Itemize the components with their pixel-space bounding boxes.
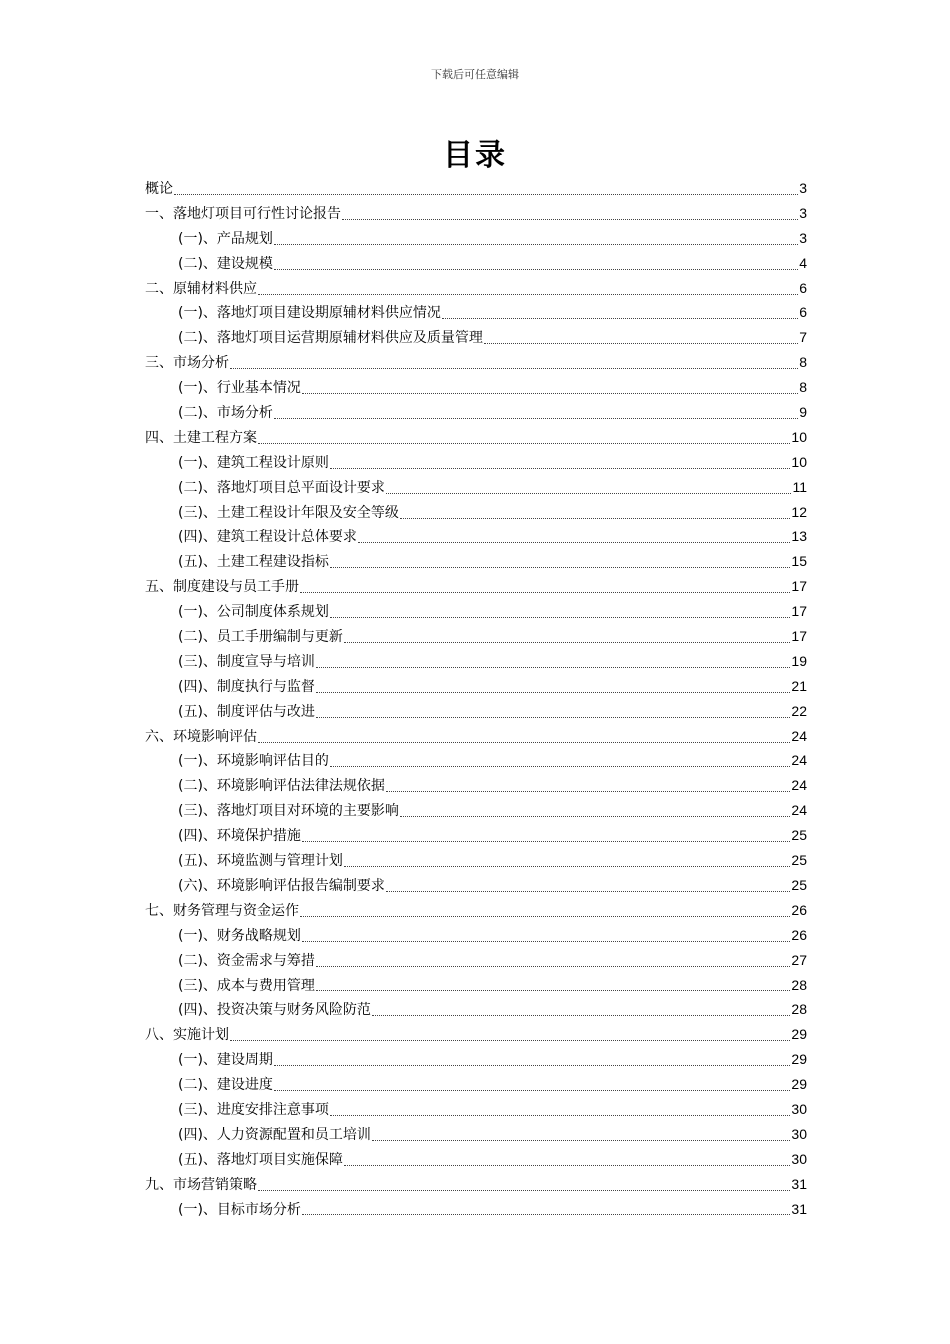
toc-entry-page-number: 17 <box>791 578 807 595</box>
toc-entry[interactable] <box>145 1022 807 1047</box>
toc-entry-page-number: 8 <box>799 379 807 396</box>
toc-entry-page-number: 28 <box>791 1001 807 1018</box>
toc-entry-title: (三)、制度宣导与培训 <box>178 653 315 670</box>
toc-dot-leader <box>174 184 798 195</box>
toc-dot-leader <box>344 856 790 867</box>
toc-dot-leader <box>386 781 790 792</box>
toc-entry-title: (四)、投资决策与财务风险防范 <box>178 1002 371 1019</box>
toc-entry-page-number: 28 <box>791 976 807 993</box>
toc-entry-page-number: 13 <box>791 528 807 545</box>
toc-entry-title: 五、制度建设与员工手册 <box>145 579 299 596</box>
toc-entry[interactable] <box>145 798 807 823</box>
toc-entry[interactable] <box>145 1122 807 1147</box>
toc-entry-title: (二)、资金需求与筹措 <box>178 952 315 969</box>
toc-entry[interactable] <box>145 973 807 998</box>
toc-entry-title: (二)、环境影响评估法律法规依据 <box>178 778 385 795</box>
toc-dot-leader <box>300 582 790 593</box>
header-note: 下载后可任意编辑 <box>431 68 519 81</box>
toc-entry-page-number: 24 <box>791 752 807 769</box>
toc-entry[interactable] <box>145 1097 807 1122</box>
toc-entry-title: (五)、落地灯项目实施保障 <box>178 1151 343 1168</box>
toc-entry-page-number: 8 <box>799 354 807 371</box>
toc-dot-leader <box>300 906 790 917</box>
toc-entry-page-number: 29 <box>791 1076 807 1093</box>
toc-entry[interactable] <box>145 500 807 525</box>
toc-entry-title: 概论 <box>145 181 173 197</box>
toc-entry[interactable] <box>145 873 807 898</box>
toc-entry-title: (四)、人力资源配置和员工培训 <box>178 1126 371 1143</box>
toc-dot-leader <box>330 557 790 568</box>
toc-entry[interactable] <box>145 450 807 475</box>
toc-dot-leader <box>302 931 790 942</box>
toc-entry-page-number: 25 <box>791 827 807 844</box>
toc-dot-leader <box>386 483 792 494</box>
toc-entry-page-number: 19 <box>791 652 807 669</box>
toc-dot-leader <box>386 881 790 892</box>
toc-entry[interactable] <box>145 276 807 301</box>
toc-entry[interactable] <box>145 251 807 276</box>
toc-entry-title: (一)、产品规划 <box>178 230 273 247</box>
toc-entry-page-number: 21 <box>791 677 807 694</box>
toc-entry-page-number: 17 <box>791 628 807 645</box>
toc-dot-leader <box>358 532 790 543</box>
toc-entry-title: (二)、建设进度 <box>178 1077 273 1094</box>
toc-entry-title: (二)、落地灯项目运营期原辅材料供应及质量管理 <box>178 330 483 347</box>
toc-entry[interactable] <box>145 599 807 624</box>
toc-entry-page-number: 22 <box>791 702 807 719</box>
toc-entry-page-number: 31 <box>791 1175 807 1192</box>
toc-dot-leader <box>258 732 790 743</box>
toc-entry-page-number: 3 <box>799 229 807 246</box>
toc-entry-title: 三、市场分析 <box>145 355 229 372</box>
toc-entry-page-number: 6 <box>799 304 807 321</box>
toc-entry-title: (三)、土建工程设计年限及安全等级 <box>178 504 399 521</box>
toc-entry-title: (一)、行业基本情况 <box>178 380 301 397</box>
toc-entry-title: (一)、环境影响评估目的 <box>178 753 329 770</box>
toc-dot-leader <box>316 657 790 668</box>
toc-entry-page-number: 24 <box>791 727 807 744</box>
toc-entry[interactable] <box>145 674 807 699</box>
toc-entry-title: (三)、成本与费用管理 <box>178 977 315 994</box>
toc-entry-title: (五)、制度评估与改进 <box>178 703 315 720</box>
toc-entry-title: (一)、建设周期 <box>178 1052 273 1069</box>
toc-dot-leader <box>442 308 798 319</box>
toc-entry[interactable] <box>145 176 807 201</box>
toc-entry-page-number: 29 <box>791 1051 807 1068</box>
toc-entry-title: 七、财务管理与资金运作 <box>145 902 299 919</box>
toc-entry-title: (六)、环境影响评估报告编制要求 <box>178 877 385 894</box>
toc-entry[interactable] <box>145 898 807 923</box>
toc-entry-page-number: 29 <box>791 1026 807 1043</box>
toc-dot-leader <box>274 1080 790 1091</box>
toc-entry-page-number: 15 <box>791 553 807 570</box>
toc-entry[interactable] <box>145 300 807 325</box>
toc-dot-leader <box>230 358 798 369</box>
toc-entry[interactable] <box>145 724 807 749</box>
toc-dot-leader <box>316 682 790 693</box>
toc-entry-title: (三)、进度安排注意事项 <box>178 1101 329 1118</box>
toc-entry-title: (一)、财务战略规划 <box>178 927 301 944</box>
toc-entry-page-number: 9 <box>799 404 807 421</box>
toc-entry-title: (一)、建筑工程设计原则 <box>178 454 329 471</box>
toc-entry-title: 一、落地灯项目可行性讨论报告 <box>145 205 341 222</box>
toc-entry-page-number: 30 <box>791 1125 807 1142</box>
toc-entry[interactable] <box>145 1072 807 1097</box>
toc-entry-page-number: 30 <box>791 1100 807 1117</box>
toc-entry[interactable] <box>145 649 807 674</box>
toc-entry[interactable] <box>145 823 807 848</box>
toc-dot-leader <box>344 1155 790 1166</box>
toc-entry[interactable] <box>145 549 807 574</box>
toc-entry-page-number: 11 <box>792 478 807 495</box>
toc-entry-page-number: 31 <box>791 1200 807 1217</box>
toc-entry-title: 九、市场营销策略 <box>145 1176 257 1193</box>
toc-entry-page-number: 25 <box>791 852 807 869</box>
toc-dot-leader <box>400 806 790 817</box>
toc-entry-title: 八、实施计划 <box>145 1027 229 1044</box>
toc-dot-leader <box>372 1130 790 1141</box>
toc-entry[interactable] <box>145 574 807 599</box>
toc-entry[interactable] <box>145 475 807 500</box>
toc-entry-page-number: 7 <box>799 329 807 346</box>
toc-entry-title: (四)、环境保护措施 <box>178 828 301 845</box>
toc-entry[interactable] <box>145 350 807 375</box>
toc-dot-leader <box>302 383 798 394</box>
toc-dot-leader <box>258 284 798 295</box>
toc-entry-title: (二)、员工手册编制与更新 <box>178 629 343 646</box>
toc-entry-page-number: 24 <box>791 777 807 794</box>
toc-entry[interactable] <box>145 1197 807 1222</box>
toc-entry-title: (二)、建设规模 <box>178 255 273 272</box>
toc-entry[interactable] <box>145 923 807 948</box>
toc-entry-title: (二)、落地灯项目总平面设计要求 <box>178 479 385 496</box>
toc-entry[interactable] <box>145 1047 807 1072</box>
toc-dot-leader <box>400 508 790 519</box>
toc-entry[interactable] <box>145 624 807 649</box>
toc-dot-leader <box>274 234 798 245</box>
toc-entry-title: 二、原辅材料供应 <box>145 280 257 297</box>
toc-entry[interactable] <box>145 997 807 1022</box>
toc-entry-page-number: 6 <box>799 279 807 296</box>
toc-entry[interactable] <box>145 226 807 251</box>
toc-entry-title: (一)、目标市场分析 <box>178 1201 301 1218</box>
toc-entry[interactable] <box>145 375 807 400</box>
toc-entry-page-number: 25 <box>791 876 807 893</box>
toc-entry-page-number: 4 <box>799 254 807 271</box>
toc-dot-leader <box>274 1055 790 1066</box>
toc-dot-leader <box>330 756 790 767</box>
toc-dot-leader <box>344 632 790 643</box>
toc-entry-page-number: 27 <box>791 951 807 968</box>
toc-entry-page-number: 26 <box>791 926 807 943</box>
toc-entry-title: (四)、制度执行与监督 <box>178 678 315 695</box>
toc-dot-leader <box>274 408 798 419</box>
toc-entry[interactable] <box>145 201 807 226</box>
toc-entry[interactable] <box>145 948 807 973</box>
toc-dot-leader <box>302 1204 790 1215</box>
toc-entry[interactable] <box>145 425 807 450</box>
toc-entry-title: (五)、环境监测与管理计划 <box>178 853 343 870</box>
toc-dot-leader <box>316 707 790 718</box>
toc-entry[interactable] <box>145 748 807 773</box>
toc-dot-leader <box>372 1005 790 1016</box>
toc-dot-leader <box>316 956 790 967</box>
toc-entry[interactable] <box>145 1172 807 1197</box>
toc-entry[interactable] <box>145 699 807 724</box>
toc-dot-leader <box>230 1030 790 1041</box>
toc-entry[interactable] <box>145 848 807 873</box>
toc-entry-page-number: 24 <box>791 802 807 819</box>
toc-dot-leader <box>302 831 790 842</box>
toc-entry-page-number: 3 <box>799 180 807 196</box>
toc-entry-title: 四、土建工程方案 <box>145 429 257 446</box>
toc-dot-leader <box>258 433 790 444</box>
toc-entry-page-number: 30 <box>791 1150 807 1167</box>
toc-entry-title: (二)、市场分析 <box>178 405 273 422</box>
toc-entry-title: (一)、公司制度体系规划 <box>178 604 329 621</box>
toc-entry[interactable] <box>145 524 807 549</box>
toc-entry[interactable] <box>145 325 807 350</box>
toc-entry-title: 六、环境影响评估 <box>145 728 257 745</box>
toc-entry-title: (四)、建筑工程设计总体要求 <box>178 529 357 546</box>
toc-entry[interactable] <box>145 773 807 798</box>
toc-entry-page-number: 10 <box>791 428 807 445</box>
toc-dot-leader <box>274 259 798 270</box>
toc-dot-leader <box>316 980 790 991</box>
toc-dot-leader <box>484 333 798 344</box>
toc-entry[interactable] <box>145 400 807 425</box>
toc-entry-page-number: 3 <box>799 204 807 221</box>
toc-entry-title: (一)、落地灯项目建设期原辅材料供应情况 <box>178 305 441 322</box>
toc-entry-title: (五)、土建工程建设指标 <box>178 554 329 571</box>
table-of-contents <box>145 176 807 1221</box>
toc-entry-title: (三)、落地灯项目对环境的主要影响 <box>178 803 399 820</box>
toc-dot-leader <box>330 458 790 469</box>
toc-entry-page-number: 26 <box>791 901 807 918</box>
toc-entry-page-number: 10 <box>791 453 807 470</box>
toc-entry-page-number: 12 <box>791 503 807 520</box>
toc-dot-leader <box>330 1105 790 1116</box>
toc-dot-leader <box>258 1180 790 1191</box>
toc-dot-leader <box>330 607 790 618</box>
page-title: 目录 <box>443 138 507 173</box>
toc-dot-leader <box>342 209 798 220</box>
toc-entry[interactable] <box>145 1147 807 1172</box>
toc-entry-page-number: 17 <box>791 603 807 620</box>
